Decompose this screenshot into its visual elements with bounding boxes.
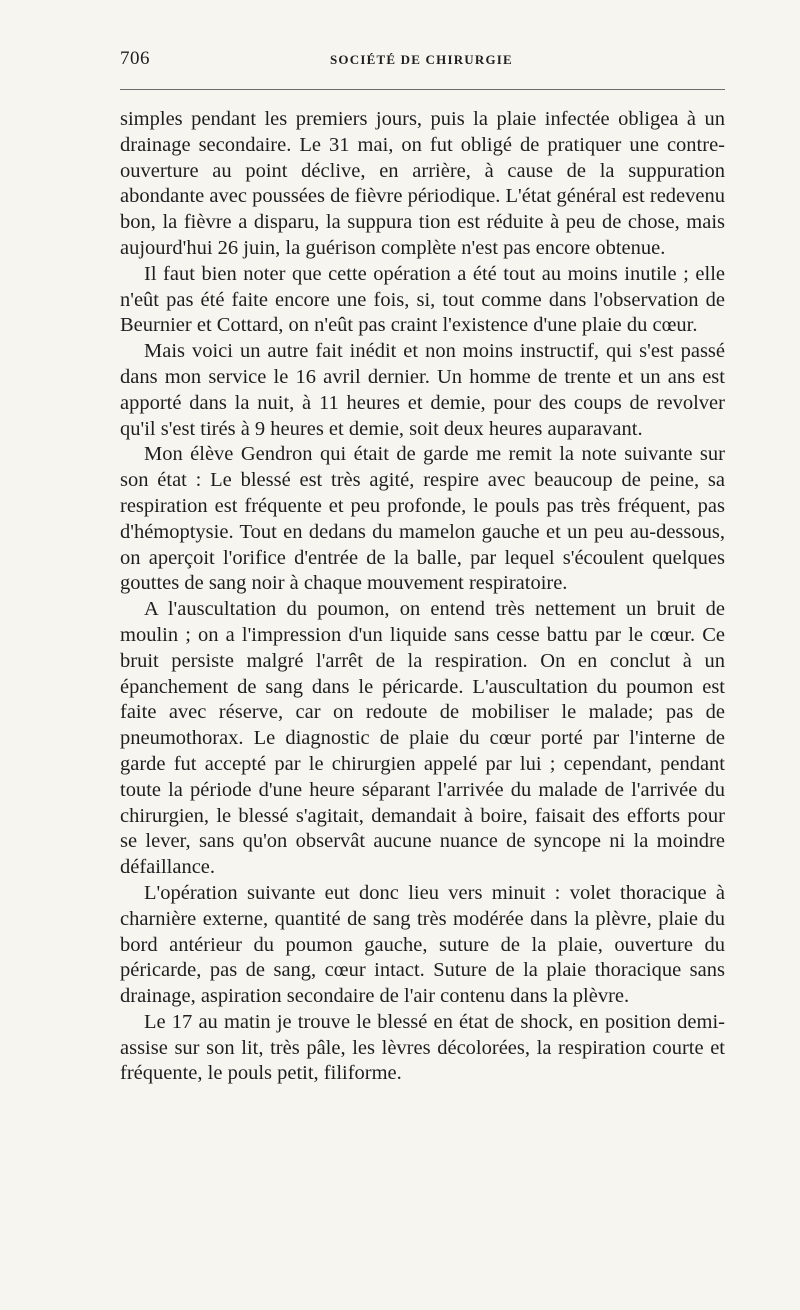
paragraph: L'opération suivante eut donc lieu vers minuit : volet thoracique à charnière externe, quantité de sang très modérée dans la plèvre, plaie du bord antérieur du poumon gauche, suture de la plaie, ouverture du péricarde, pas de sang, cœur intact. Suture de la plaie thoracique sans drainage, aspiration secondaire de l'air contenu dans la plèvre. xyxy=(120,881,725,1008)
page-number: 706 xyxy=(120,48,150,69)
paragraph: Le 17 au matin je trouve le blessé en état de shock, en position demi-assise sur son lit, très pâle, les lèvres décolorées, la respiration courte et fréquente, le pouls petit, filiforme. xyxy=(120,1010,725,1085)
paragraph: Mais voici un autre fait inédit et non moins instructif, qui s'est passé dans mon service le 16 avril dernier. Un homme de trente et un ans est apporté dans la nuit, à 11 heures et demie, pour des coups de revolver qu'il s'est tirés à 9 heures et demie, soit deux heures auparavant. xyxy=(120,340,725,440)
paragraph: Il faut bien noter que cette opération a été tout au moins inutile ; elle n'eût pas été faite encore une fois, si, tout comme dans l'observation de Beurnier et Cottard, on n'eût pas craint l'existence d'une plaie du cœur. xyxy=(120,262,725,337)
page-header xyxy=(120,48,725,72)
paragraph: Mon élève Gendron qui était de garde me remit la note suivante sur son état : Le blessé est très agité, respire avec beaucoup de peine, sa respiration est fréquente et peu profonde, le pouls pas très fréquent, pas d'hémoptysie. Tout en dedans du mamelon gauche et un peu au-dessous, on aperçoit l'orifice d'entrée de la balle, par lequel s'écoulent quelques gouttes de sang noir à chaque mouvement respiratoire. xyxy=(120,443,725,595)
paragraph: A l'auscultation du poumon, on entend très nettement un bruit de moulin ; on a l'impression d'un liquide sans cesse battu par le cœur. Ce bruit persiste malgré l'arrêt de la respiration. On en conclut à un épanchement de sang dans le péricarde. L'auscultation du poumon est faite avec réserve, car on redoute de mobiliser le malade; pas de pneumothorax. Le diagnostic de plaie du cœur porté par l'interne de garde fut accepté par le chirurgien appelé par lui ; cependant, pendant toute la période d'une heure séparant l'arrivée du malade de l'arrivée du chirurgien, le blessé s'agitait, demandait à boire, faisait des efforts pour se lever, sans qu'on observât aucune nuance de syncope ni la moindre défaillance. xyxy=(120,598,725,879)
running-title: SOCIÉTÉ DE CHIRURGIE xyxy=(330,52,513,67)
paragraph-continued: simples pendant les premiers jours, puis la plaie infectée obligea à un drainage secondaire. Le 31 mai, on fut obligé de pratiquer une contre-ouverture au point déclive, en arrière, à cause de la suppuration abondante avec poussées de fièvre périodique. L'état général est redevenu bon, la fièvre a disparu, la suppura tion est réduite à peu de chose, mais aujourd'hui 26 juin, la guérison complète n'est pas encore obtenue. xyxy=(120,108,725,259)
body-text xyxy=(120,107,725,1087)
header-rule xyxy=(120,89,725,90)
